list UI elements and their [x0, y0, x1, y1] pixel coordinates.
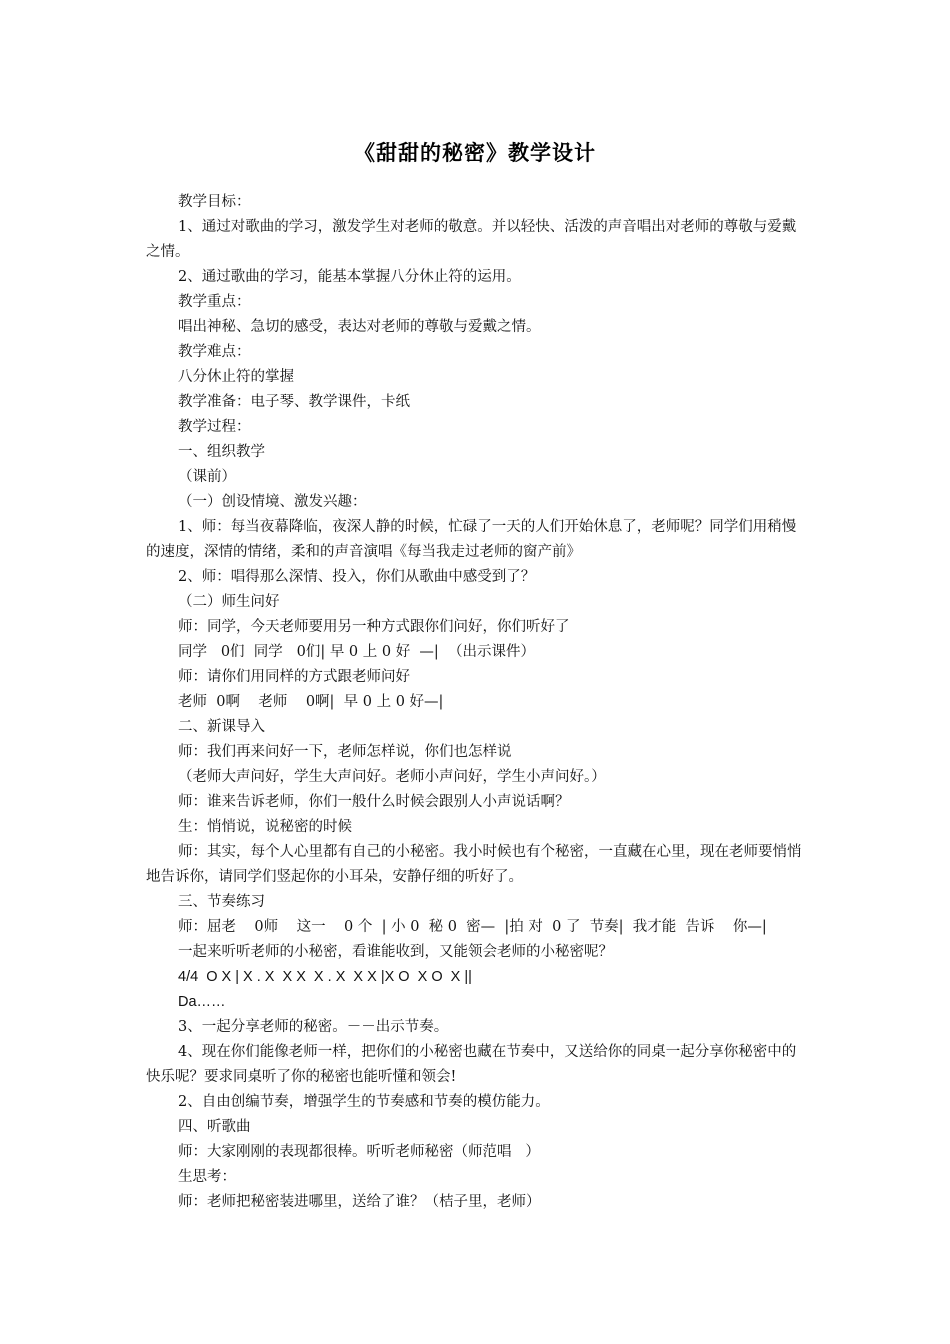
paragraph: 老师 0啊 老师 0啊| 早 0 上 0 好—|	[178, 694, 444, 710]
paragraph: 教学重点：	[178, 294, 251, 310]
paragraph: 生思考：	[178, 1169, 236, 1185]
document-title: 《甜甜的秘密》教学设计	[354, 141, 596, 165]
paragraph: 二、新课导入	[178, 719, 265, 735]
paragraph: 教学难点：	[178, 344, 251, 360]
paragraph: 4、现在你们能像老师一样，把你们的小秘密也藏在节奏中，又送给你的同桌一起分享你秘密中的快乐呢？要求同桌听了你的秘密也能听懂和领会!	[146, 1044, 797, 1085]
paragraph: 2、自由创编节奏，增强学生的节奏感和节奏的模仿能力。	[178, 1094, 550, 1110]
paragraph: 师：大家刚刚的表现都很棒。听听老师秘密（师范唱 ）	[178, 1144, 540, 1160]
paragraph: 四、听歌曲	[178, 1119, 251, 1135]
paragraph: （课前）	[178, 469, 236, 485]
paragraph: 1、师：每当夜幕降临，夜深人静的时候，忙碌了一天的人们开始休息了，老师呢？同学们用稍慢的速度，深情的情绪，柔和的声音演唱《每当我走过老师的窗产前》	[146, 519, 797, 560]
document-body	[146, 190, 806, 1215]
paragraph: 师：老师把秘密装进哪里，送给了谁？（桔子里，老师）	[178, 1194, 541, 1210]
paragraph: 同学 0们 同学 0们| 早 0 上 0 好 —| （出示课件）	[178, 644, 536, 660]
paragraph: 师：其实，每个人心里都有自己的小秘密。我小时候也有个秘密，一直藏在心里，现在老师要悄悄地告诉你，请同学们竖起你的小耳朵，安静仔细的听好了。	[146, 844, 802, 885]
paragraph: Da……	[178, 994, 226, 1010]
paragraph: 3、一起分享老师的秘密。－－出示节奏。	[178, 1019, 449, 1035]
paragraph: （一）创设情境、激发兴趣：	[178, 494, 367, 510]
paragraph: 一、组织教学	[178, 444, 265, 460]
paragraph: 师：同学，今天老师要用另一种方式跟你们问好，你们听好了	[178, 619, 570, 635]
paragraph: 唱出神秘、急切的感受，表达对老师的尊敬与爱戴之情。	[178, 319, 541, 335]
paragraph: 师：我们再来问好一下，老师怎样说，你们也怎样说	[178, 744, 512, 760]
paragraph: 师：谁来告诉老师，你们一般什么时候会跟别人小声说话啊？	[178, 794, 570, 810]
paragraph: 八分休止符的掌握	[178, 369, 294, 385]
paragraph: （老师大声问好，学生大声问好。老师小声问好，学生小声问好。）	[178, 769, 606, 785]
paragraph: 1、通过对歌曲的学习，激发学生对老师的敬意。并以轻快、活泼的声音唱出对老师的尊敬与爱戴之情。	[146, 219, 797, 260]
paragraph: 2、通过歌曲的学习，能基本掌握八分休止符的运用。	[178, 269, 521, 285]
paragraph: （二）师生问好	[178, 594, 280, 610]
paragraph: 生：悄悄说，说秘密的时候	[178, 819, 352, 835]
paragraph: 一起来听听老师的小秘密，看谁能收到，又能领会老师的小秘密呢？	[178, 944, 613, 960]
paragraph: 教学目标：	[178, 194, 251, 210]
paragraph: 教学准备：电子琴、教学课件，卡纸	[178, 394, 410, 410]
paragraph: 师：屈老 0师 这一 0 个 | 小 0 秘 0 密— |拍 对 0 了 节奏| 我才能 告诉 你—|	[178, 919, 767, 935]
paragraph: 教学过程：	[178, 419, 251, 435]
rhythm-notation: 4/4 O X | X . X X X X . X X X |X O X O X ||	[178, 969, 472, 985]
paragraph: 2、师：唱得那么深情、投入，你们从歌曲中感受到了？	[178, 569, 536, 585]
paragraph: 三、节奏练习	[178, 894, 265, 910]
paragraph: 师：请你们用同样的方式跟老师问好	[178, 669, 410, 685]
